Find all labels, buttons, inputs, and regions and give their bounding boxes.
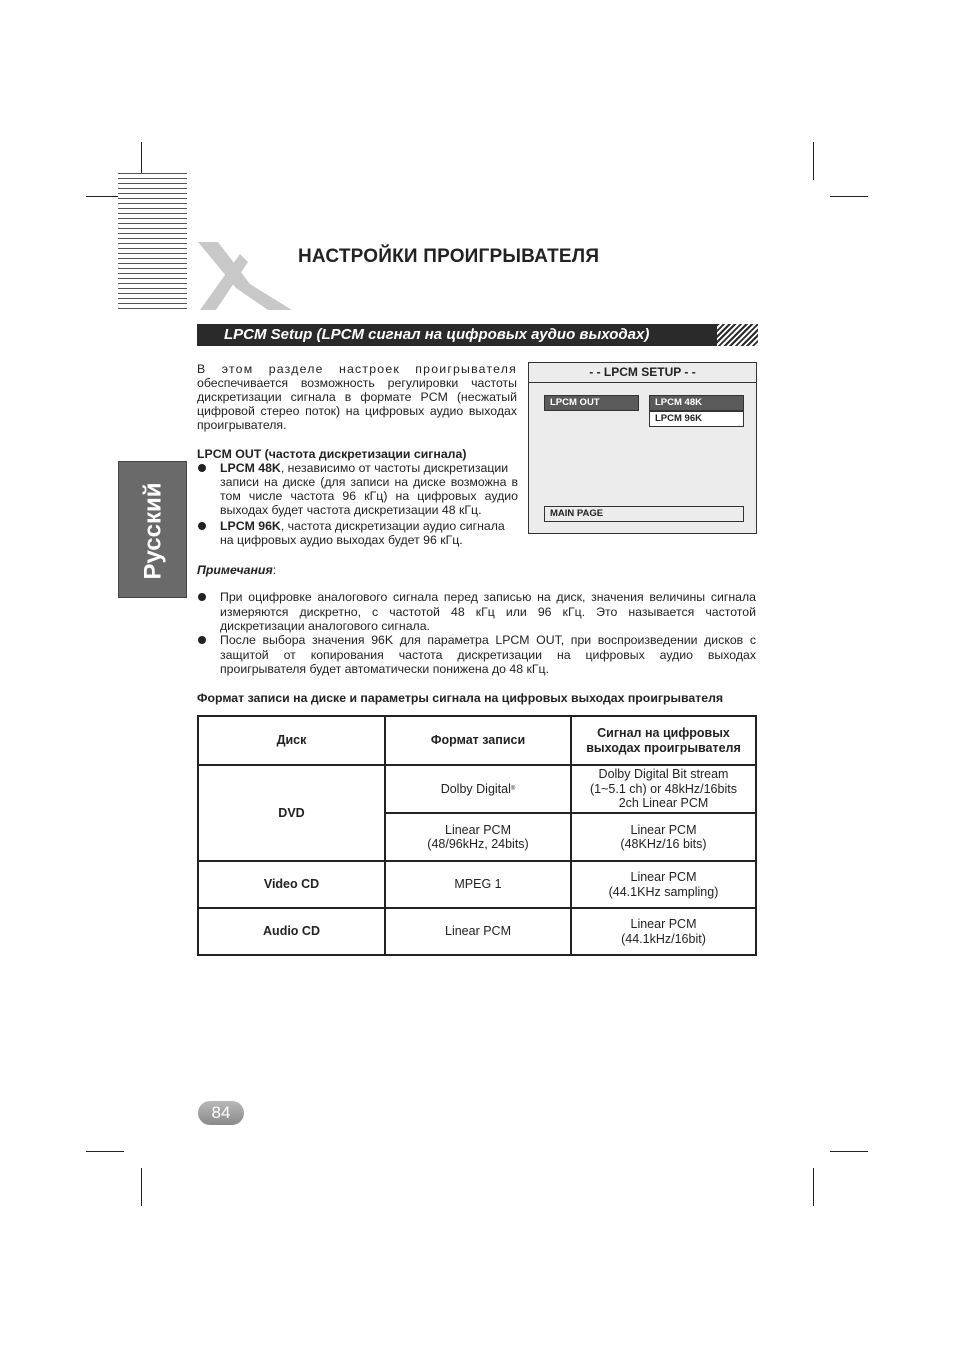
- lpcm48-text: , независимо от частоты дискретизации: [280, 461, 509, 475]
- lpcm48-line: [220, 461, 518, 475]
- header-format: Формат записи: [430, 733, 526, 748]
- format-table: [197, 715, 757, 956]
- row-acd-signal: Linear PCM (44.1kHz/16bit): [621, 917, 706, 946]
- decorative-stripes: [118, 173, 187, 313]
- bullet: [198, 464, 206, 472]
- bullet: [198, 522, 206, 530]
- page-title: НАСТРОЙКИ ПРОИГРЫВАТЕЛЯ: [298, 246, 600, 267]
- crop-mark: [830, 1151, 868, 1152]
- lpcm96-line: на цифровых аудио выходах будет 96 кГц.: [220, 533, 463, 547]
- note1-line: При оцифровке аналогового сигнала перед записью на диск, значения величины сигнала: [220, 590, 756, 604]
- crop-mark: [813, 142, 814, 180]
- lpcm96-label: LPCM 96K: [220, 519, 281, 533]
- header-signal: Сигнал на цифровых выходах проигрывателя: [586, 726, 741, 755]
- page-number: 84: [198, 1101, 244, 1125]
- note2-line: защитой от копирования частота дискретизации на цифровых аудио выходах: [220, 648, 756, 662]
- lpcm48-line: записи на диске (для записи на диске возможна в: [220, 475, 518, 489]
- intro-line: цифровой стерео поток) на цифровых аудио выходах: [197, 404, 517, 418]
- lpcm48-line: том числе частота 96 кГц) на цифровых аудио: [220, 489, 518, 503]
- osd-screen: [528, 362, 757, 534]
- language-tab: [118, 461, 187, 598]
- row-acd-disc: Audio CD: [263, 924, 320, 939]
- row-dvd-lpcm-format: Linear PCM (48/96kHz, 24bits): [427, 822, 529, 851]
- osd-lpcm-out-item[interactable]: LPCM OUT: [544, 395, 639, 411]
- intro-line: проигрывателя.: [197, 418, 287, 432]
- crop-mark: [830, 196, 868, 197]
- note2-line: После выбора значения 96K для параметра LPCM OUT, при воспроизведении дисков с: [220, 633, 756, 647]
- intro-line: обеспечивается возможность регулировки частоты: [197, 376, 517, 390]
- notes-label: Примечания: [197, 563, 273, 577]
- osd-title: - - LPCM SETUP - -: [529, 364, 756, 383]
- banner-title: LPCM Setup (LPCM сигнал на цифровых аудио выходах): [224, 326, 650, 343]
- row-dvd-disc: DVD: [278, 805, 305, 820]
- section-banner: [197, 324, 758, 346]
- banner-hatch: [717, 324, 758, 346]
- osd-main-page-item[interactable]: MAIN PAGE: [544, 506, 744, 522]
- bullet: [198, 636, 206, 644]
- header-disc: Диск: [276, 733, 307, 748]
- x-logo-icon: [196, 240, 300, 312]
- lpcm96-line: [220, 519, 518, 533]
- language-label: Русский: [139, 482, 167, 579]
- note2-line: проигрывателя будет автоматически понижена до 48 кГц.: [220, 662, 549, 676]
- row-vcd-signal: Linear PCM (44.1KHz sampling): [608, 870, 719, 899]
- crop-mark: [141, 1168, 142, 1206]
- intro-line: дискретизации сигнала в формате PCM (несжатый: [197, 390, 517, 404]
- row-dvd-lpcm-signal: Linear PCM (48KHz/16 bits): [620, 822, 707, 851]
- row-acd-format: Linear PCM: [445, 924, 511, 939]
- lpcm96-text: , частота дискретизации аудио сигнала: [280, 519, 505, 533]
- osd-option-48k[interactable]: LPCM 48K: [649, 395, 744, 411]
- note1-line: измеряются дискретно, с частотой 48 кГц или 96 кГц. Это называется частотой: [220, 605, 756, 619]
- row-vcd-disc: Video CD: [263, 877, 320, 892]
- row-vcd-format: MPEG 1: [454, 877, 502, 892]
- row-dvd-dolby-format: Dolby Digital ®: [440, 781, 516, 796]
- osd-option-96k[interactable]: LPCM 96K: [649, 411, 744, 427]
- notes-heading: Примечания:: [197, 563, 277, 577]
- lpcm48-label: LPCM 48K: [220, 461, 281, 475]
- table-caption: Формат записи на диске и параметры сигнала на цифровых выходах проигрывателя: [197, 691, 724, 705]
- crop-mark: [86, 1151, 124, 1152]
- lpcm-out-heading: LPCM OUT (частота дискретизации сигнала): [197, 447, 467, 461]
- bullet: [198, 593, 206, 601]
- lpcm48-line: выходах будет частота дискретизации 48 кГц.: [220, 503, 482, 517]
- crop-mark: [813, 1168, 814, 1206]
- intro-line: В этом разделе настроек проигрывателя: [197, 362, 517, 376]
- row-dvd-dolby-signal: Dolby Digital Bit stream (1~5.1 ch) or 48kHz/16bits 2ch Linear PCM: [590, 767, 737, 811]
- note1-line: дискретизации аналогового сигнала.: [220, 619, 430, 633]
